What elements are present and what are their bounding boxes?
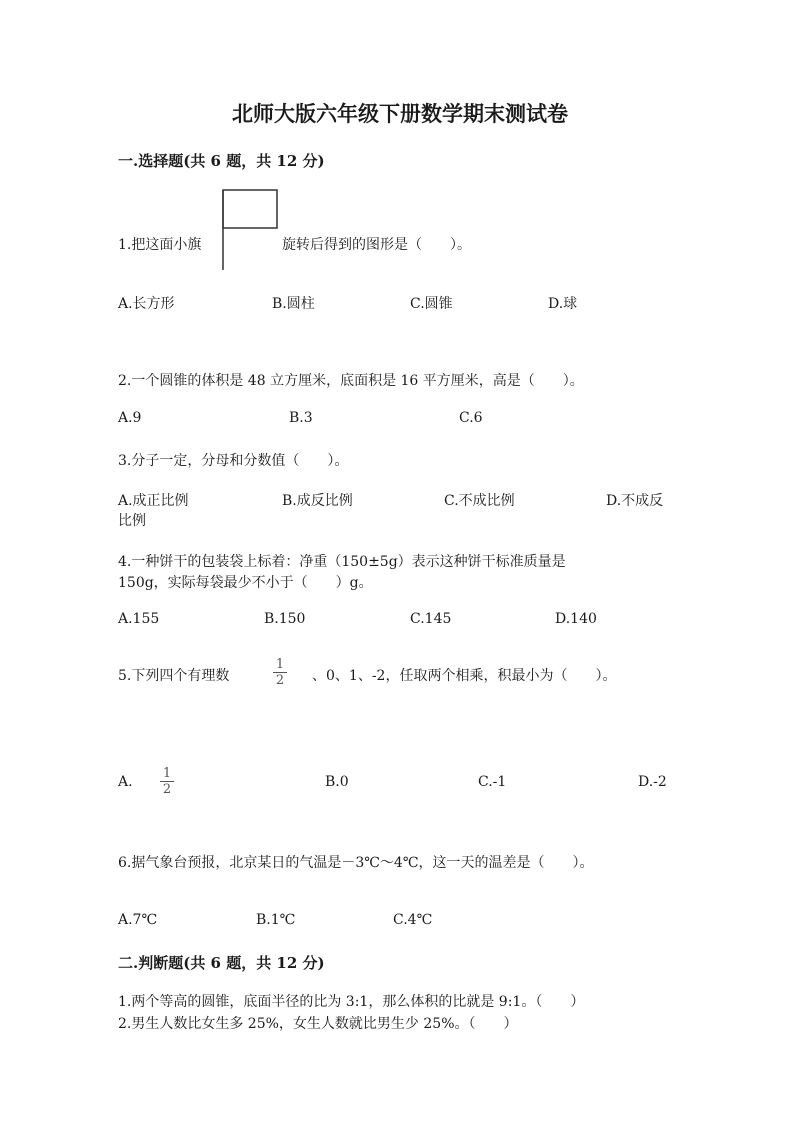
q4-option-d: D.140 [555,611,597,627]
q2-option-a: A.9 [118,410,142,426]
q6-option-b: B.1℃ [256,912,296,928]
section-heading-choice: 一.选择题(共 6 题，共 12 分) [118,152,325,170]
question-4-line-1: 4.一种饼干的包装袋上标着：净重（150±5g）表示这种饼干标准质量是 [118,554,566,570]
section-heading-judgment: 二.判断题(共 6 题，共 12 分) [118,954,325,972]
q4-option-a: A.155 [118,611,160,627]
q3-option-a: A.成正比例 [118,493,189,509]
question-6-text: 6.据气象台预报，北京某日的气温是－3℃～4℃，这一天的温差是（ ）。 [118,855,594,871]
judgment-question-2: 2.男生人数比女生多 25%，女生人数就比男生少 25%。（ ） [118,1016,518,1032]
q1-option-b: B.圆柱 [272,296,315,312]
q5-option-a-fraction [160,767,174,796]
q6-option-a: A.7℃ [118,912,158,928]
fraction-numerator: 1 [162,766,172,781]
q3-option-d: D.不成反 [606,493,664,509]
q4-option-c: C.145 [410,611,452,627]
question-4-line-2: 150g，实际每袋最少不小于（ ）g。 [118,575,373,591]
q3-option-b: B.成反比例 [282,493,353,509]
question-1-text-before: 1.把这面小旗 [118,237,202,253]
question-5-text-before: 5.下列四个有理数 [118,668,230,684]
q4-option-b: B.150 [264,611,306,627]
q5-option-a: A. [118,774,133,790]
fraction-numerator: 1 [275,657,285,672]
fraction-denominator: 2 [162,782,172,797]
question-3-text: 3.分子一定，分母和分数值（ ）。 [118,453,349,469]
question-1-text-after: 旋转后得到的图形是（ ）。 [282,237,471,253]
q1-option-a: A.长方形 [118,296,175,312]
q2-option-c: C.6 [459,410,483,426]
q1-option-d: D.球 [548,296,578,312]
q3-option-c: C.不成比例 [444,493,515,509]
q2-option-b: B.3 [289,410,313,426]
q5-fraction [273,658,287,687]
question-5-text-after: 、0、1、-2，任取两个相乘，积最小为（ ）。 [312,668,617,684]
q1-option-c: C.圆锥 [410,296,453,312]
question-2-text: 2.一个圆锥的体积是 48 立方厘米，底面积是 16 平方厘米，高是（ ）。 [118,373,584,389]
q5-option-c: C.-1 [478,774,507,790]
judgment-question-1: 1.两个等高的圆锥，底面半径的比为 3:1，那么体积的比就是 9:1。（ ） [118,994,585,1010]
q3-option-d-wrap: 比例 [118,513,146,529]
flag-figure [218,186,280,274]
q6-option-c: C.4℃ [393,912,433,928]
q5-option-d: D.-2 [638,774,667,790]
fraction-denominator: 2 [275,673,285,688]
q5-option-b: B.0 [325,774,349,790]
page-title: 北师大版六年级下册数学期末测试卷 [232,101,568,126]
